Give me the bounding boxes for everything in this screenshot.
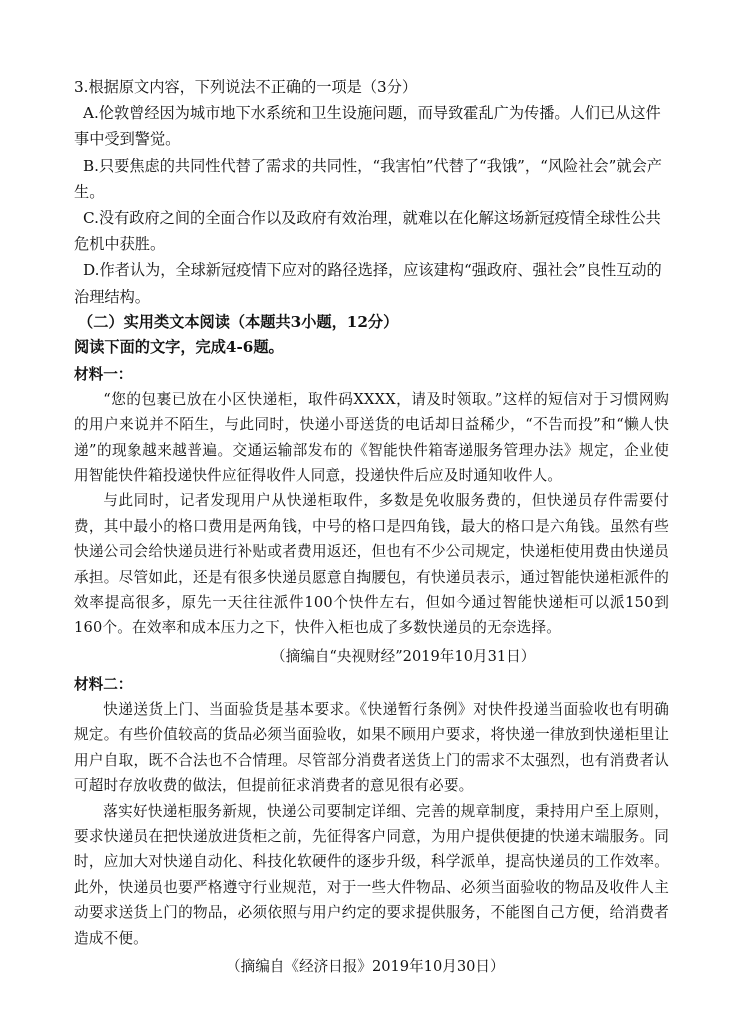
material-two <box>74 672 669 980</box>
material-two-label: 材料二： <box>74 675 133 693</box>
question-3 <box>74 74 669 310</box>
material-one-paragraph: “您的包裹已放在小区快递柜，取件码XXXX，请及时领取。”这样的短信对于习惯网购的用户来说并不陌生，与此同时，快递小哥送货的电话却日益稀少，“不告而投”和“懒人快递”的现象越来越普遍。交通运输部发布的《智能快件箱寄递服务管理办法》规定，企业使用智能快件箱投递快件应征得收件人同意，投递快件后应及时通知收件人。 <box>74 390 669 485</box>
question-3-stem: 3.根据原文内容，下列说法不正确的一项是（3分） <box>74 78 418 96</box>
question-3-option-a: A.伦敦曾经因为城市地下水系统和卫生设施问题，而导致霍乱广为传播。人们已从这件事中受到警觉。 <box>74 104 661 149</box>
question-3-option-b: B.只要焦虑的共同性代替了需求的共同性，“我害怕”代替了“我饿”，“风险社会”就会产生。 <box>74 156 662 201</box>
material-one <box>74 362 669 670</box>
reading-instruction: 阅读下面的文字，完成4-6题。 <box>74 337 284 356</box>
material-one-label: 材料一： <box>74 365 133 383</box>
section-heading: （二）实用类文本阅读（本题共3小题，12分） <box>78 312 399 331</box>
material-one-source: （摘编自“央视财经”2019年10月31日） <box>271 647 536 665</box>
question-3-option-d: D.作者认为，全球新冠疫情下应对的路径选择，应该建构“强政府、强社会”良性互动的治理结构。 <box>74 261 662 306</box>
material-two-paragraph: 落实好快递柜服务新规，快递公司要制定详细、完善的规章制度，秉持用户至上原则，要求快递员在把快递放进货柜之前，先征得客户同意，为用户提供便捷的快递末端服务。同时，应加大对快递自动化、科技化软硬件的逐步升级，科学派单，提高快递员的工作效率。此外，快递员也要严格遵守行业规范，对于一些大件物品、必须当面验收的物品及收件人主动要求送货上门的物品，必须依照与用户约定的要求提供服务，不能图自己方便，给消费者造成不便。 <box>74 802 669 947</box>
material-two-paragraph: 快递送货上门、当面验货是基本要求。《快递暂行条例》对快件投递当面验收也有明确规定。有些价值较高的货品必须当面验收，如果不顾用户要求，将快递一律放到快递柜里让用户自取，既不合法也不合情理。尽管部分消费者送货上门的需求不太强烈，也有消费者认可超时存放收费的做法，但提前征求消费者的意见很有必要。 <box>74 700 669 795</box>
material-one-paragraph: 与此同时，记者发现用户从快递柜取件，多数是免收服务费的，但快递员存件需要付费，其中最小的格口费用是两角钱，中号的格口是四角钱，最大的格口是六角钱。虽然有些快递公司会给快递员进行补贴或者费用返还，但也有不少公司规定，快递柜使用费由快递员承担。尽管如此，还是有很多快递员愿意自掏腰包，有快递员表示，通过智能快递柜派件的效率提高很多，原先一天往往派件100个快件左右，但如今通过智能快递柜可以派150到160个。在效率和成本压力之下，快件入柜也成了多数快递员的无奈选择。 <box>74 492 669 637</box>
question-3-option-c: C.没有政府之间的全面合作以及政府有效治理，就难以在化解这场新冠疫情全球性公共危机中获胜。 <box>74 209 661 254</box>
material-two-source: （摘编自《经济日报》2019年10月30日） <box>226 957 505 975</box>
